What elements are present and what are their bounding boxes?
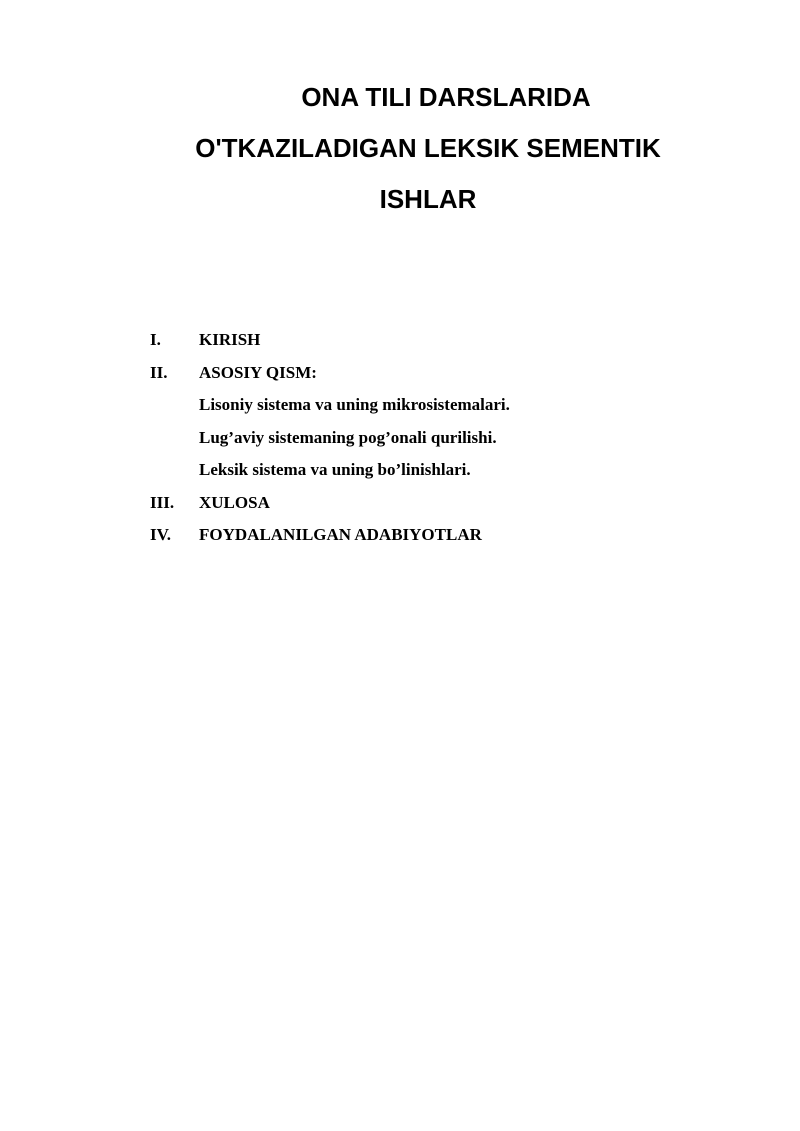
toc-item-label: FOYDALANILGAN ADABIYOTLAR [199,525,482,544]
toc-subitem [150,422,750,455]
toc-item-label: Lisoniy sistema va uning mikrosistemalari. [199,395,510,414]
toc-item-number: I. [150,330,161,349]
title-line: ONA TILI DARSLARIDA [301,82,591,112]
table-of-contents [150,324,750,552]
title-line: O'TKAZILADIGAN LEKSIK SEMENTIK [195,133,661,163]
toc-item-label: Lug’aviy sistemaning pog’onali qurilishi. [199,427,497,447]
toc-item-kirish [150,324,750,357]
toc-item-number: III. [150,492,175,512]
toc-item-asosiy-qism [150,357,750,390]
toc-subitem [150,454,750,487]
toc-item-label: Leksik sistema va uning bo’linishlari. [199,460,471,479]
document-title [0,72,800,225]
toc-item-xulosa [150,487,750,520]
toc-item-label: XULOSA [199,492,270,512]
toc-item-label: ASOSIY QISM: [199,362,317,382]
toc-item-label: KIRISH [199,330,261,349]
toc-item-adabiyotlar [150,519,750,552]
toc-item-number: IV. [150,525,171,544]
toc-subitem [150,389,750,422]
toc-item-number: II. [150,362,168,382]
title-line: ISHLAR [379,184,477,214]
